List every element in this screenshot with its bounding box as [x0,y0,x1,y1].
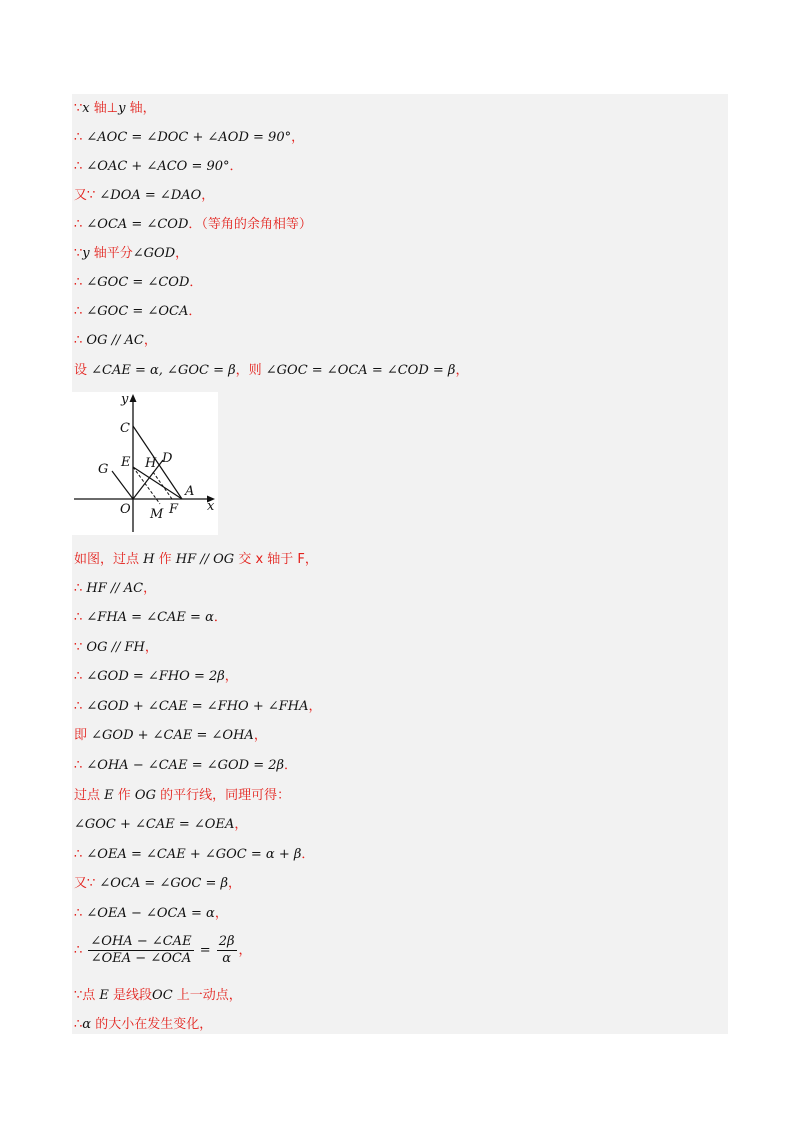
proof-line: 如图，过点 H 作 HF // OG 交 x 轴于 F， [74,552,318,567]
proof-line: ∴ ∠AOC = ∠DOC + ∠AOD = 90°， [74,130,305,145]
label-h: H [145,456,157,471]
label-x: x [207,499,215,514]
label-f: F [169,502,179,517]
proof-line: 过点 E 作 OG 的平行线，同理可得： [74,788,291,803]
proof-line: ∵ OG // FH， [74,640,158,655]
segment-ea [133,467,182,499]
proof-line: ∵点 E 是线段OC 上一动点， [74,988,242,1003]
proof-line: ∴ ∠OHA − ∠CAE = ∠GOD = 2β． [74,758,298,773]
proof-line: 又∵ ∠DOA = ∠DAO， [74,188,215,203]
label-m: M [150,507,164,522]
proof-line: ∵x 轴⊥y 轴， [74,101,156,116]
proof-line: ∵y 轴平分∠GOD， [74,246,189,261]
proof-line: 即 ∠GOD + ∠CAE = ∠OHA， [74,728,267,743]
fraction-right: $\frac{2\beta}{\alpha}$ [218,934,235,966]
proof-line: ∴ ∠OAC + ∠ACO = 90°． [74,159,243,174]
proof-line: ∴α 的大小在发生变化， [74,1017,213,1032]
fraction-line: ∴ $\frac{\text{∠OHA − ∠CAE}}{\text{∠OEA − ∠OCA}}$ = $\frac{2\beta}{\alpha}$ ， [74,934,252,966]
proof-line: ∴ ∠GOD = ∠FHO = 2β， [74,669,238,684]
proof-line: ∴ ∠GOD + ∠CAE = ∠FHO + ∠FHA， [74,699,322,714]
label-c: C [120,421,130,436]
label-o: O [120,502,131,517]
proof-line: ∠GOC + ∠CAE = ∠OEA， [74,817,248,832]
label-y: y [121,392,129,407]
proof-line: ∴ ∠OEA − ∠OCA = α， [74,906,228,921]
label-g: G [98,462,109,477]
proof-line: 设 ∠CAE = α, ∠GOC = β，则 ∠GOC = ∠OCA = ∠COD = β， [74,363,469,378]
proof-line: ∴ ∠OCA = ∠COD．（等角的余角相等） [74,217,312,232]
proof-line: ∴ HF // AC， [74,581,157,596]
segment-ca [133,426,182,499]
y-axis-arrow [130,394,137,402]
proof-line: ∴ OG // AC， [74,333,157,348]
segment-og [112,471,133,499]
proof-line: ∴ ∠OEA = ∠CAE + ∠GOC = α + β． [74,847,315,862]
proof-line: ∴ ∠FHA = ∠CAE = α． [74,610,227,625]
label-a: A [185,484,195,499]
proof-line: 又∵ ∠OCA = ∠GOC = β， [74,876,242,891]
dashed-hf [153,472,172,499]
label-d: D [162,451,173,466]
proof-line: ∴ ∠GOC = ∠COD． [74,275,203,290]
fraction-left: $\frac{\text{∠OHA − ∠CAE}}{\text{∠OEA − ∠OCA}}$ [90,934,192,966]
geometry-figure [72,392,218,535]
label-e: E [121,455,131,470]
proof-line: ∴ ∠GOC = ∠OCA． [74,304,202,319]
